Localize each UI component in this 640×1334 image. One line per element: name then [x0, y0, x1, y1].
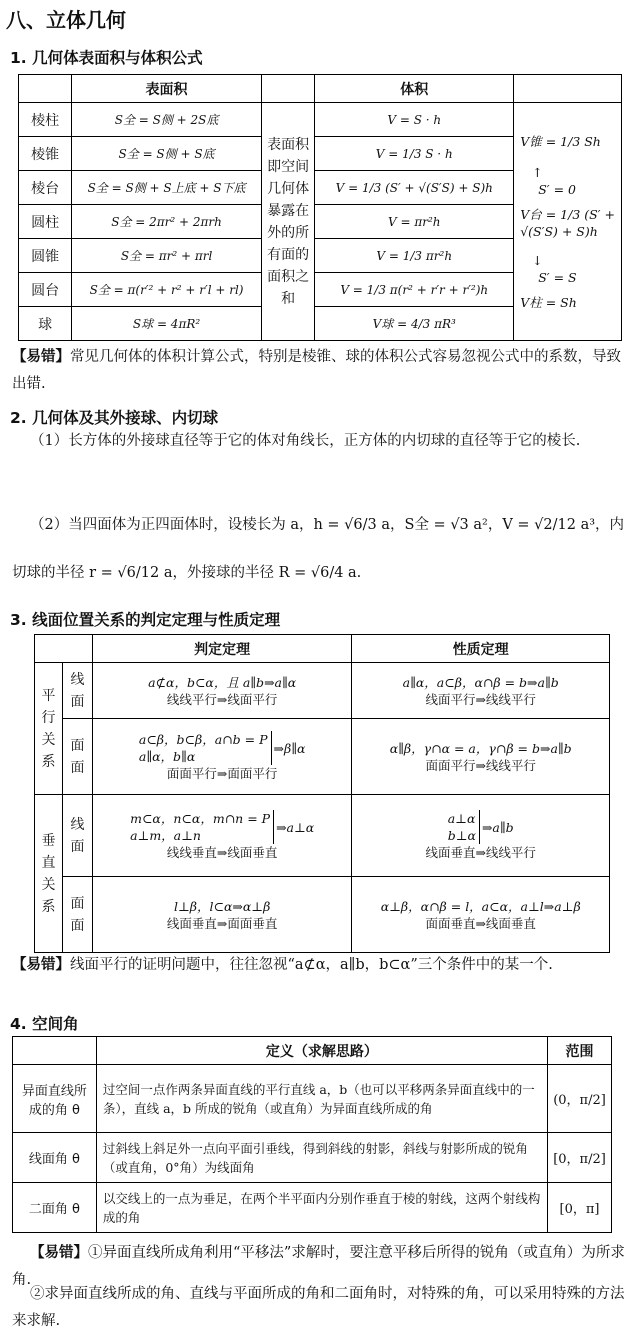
sub-line: 线面: [62, 663, 92, 719]
prop-line: b⊥α: [447, 828, 476, 843]
surface-formula: S全 = S侧 + S上底 + S下底: [72, 171, 262, 205]
sub-line: 线面: [62, 795, 92, 877]
row-name: 棱柱: [19, 103, 72, 137]
judge-line: 线线垂直⇒线面垂直: [166, 845, 278, 860]
theorem-table: [34, 634, 610, 953]
side-note: [514, 103, 622, 341]
header-empty: [13, 1037, 97, 1065]
judge-line: a⊂β，b⊂β，a∩b = P: [138, 732, 268, 747]
surface-formula: S球 = 4πR²: [72, 307, 262, 341]
angle-name: 异面直线所成的角 θ: [13, 1065, 97, 1133]
tip-label: 【易错】: [30, 1245, 88, 1261]
row-name: 球: [19, 307, 72, 341]
judge-line: a⊄α，b⊂α，且 a∥b⇒a∥α: [148, 674, 297, 690]
section-1-heading: 1. 几何体表面积与体积公式: [10, 49, 203, 67]
header-volume: 体积: [315, 75, 514, 103]
side-line: V柱 = Sh: [520, 294, 577, 310]
volume-formula: V球 = 4/3 πR³: [315, 307, 514, 341]
tip-label: 【易错】: [12, 957, 70, 973]
prop-line: α⊥β，α∩β = l，a⊂α，a⊥l⇒a⊥β: [380, 898, 581, 914]
formula-table: [18, 74, 622, 341]
angle-range: [0，π]: [548, 1183, 612, 1233]
judge-line: a∥α，b∥α: [138, 749, 196, 764]
angle-range: [0，π/2]: [548, 1133, 612, 1183]
tip-label: 【易错】: [12, 349, 70, 365]
angle-def: 过斜线上斜足外一点向平面引垂线，得到斜线的射影，斜线与射影所成的锐角（或直角，0°角）为线面角: [96, 1133, 547, 1183]
section-2-p1: （1）长方体的外接球直径等于它的体对角线长，正方体的内切球的直径等于它的棱长.: [30, 433, 581, 449]
volume-formula: V = 1/3 S · h: [315, 137, 514, 171]
judge-line: 线面垂直⇒面面垂直: [166, 915, 278, 931]
prop-line: 面面平行⇒线线平行: [425, 757, 536, 773]
group-parallel: 平行关系: [35, 663, 63, 795]
prop-cell: [352, 663, 610, 719]
angle-name: 线面角 θ: [13, 1133, 97, 1183]
section-2-heading: 2. 几何体及其外接球、内切球: [10, 409, 219, 427]
angle-range: (0，π/2]: [548, 1065, 612, 1133]
angle-def: 以交线上的一点为垂足，在两个半平面内分别作垂直于棱的射线，这两个射线构成的角: [96, 1183, 547, 1233]
judge-result: ⇒a⊥α: [276, 819, 315, 835]
row-name: 棱锥: [19, 137, 72, 171]
header-range: 范围: [548, 1037, 612, 1065]
tip-text: 常见几何体的体积计算公式，特别是棱锥、球的体积公式容易忽视公式中的系数，导致出错.: [12, 349, 621, 392]
side-line: √(S′S) + S)h: [520, 223, 598, 239]
volume-formula: V = S · h: [315, 103, 514, 137]
volume-formula: V = 1/3 π(r² + r′r + r′²)h: [315, 273, 514, 307]
judge-cell: [92, 663, 351, 719]
section-4-heading: 4. 空间角: [10, 1015, 79, 1033]
judge-cell: [92, 795, 351, 877]
surface-formula: S全 = π(r′² + r² + r′l + rl): [72, 273, 262, 307]
tip-1: [12, 344, 630, 398]
judge-line: 线线平行⇒线面平行: [166, 691, 278, 707]
header-surface: 表面积: [72, 75, 262, 103]
arrow-up-icon: ↑: [532, 164, 543, 180]
header-prop: 性质定理: [352, 635, 610, 663]
volume-formula: V = πr²h: [315, 205, 514, 239]
row-name: 圆柱: [19, 205, 72, 239]
row-name: 圆锥: [19, 239, 72, 273]
judge-line: m⊂α，n⊂α，m∩n = P: [130, 811, 271, 826]
prop-line: 线面垂直⇒线线平行: [425, 845, 536, 860]
prop-line: α∥β，γ∩α = a，γ∩β = b⇒a∥b: [389, 740, 572, 756]
judge-line: a⊥m，a⊥n: [130, 828, 201, 843]
tip-text: ①异面直线所成角利用“平移法”求解时，要注意平移后所得的锐角（或直角）为所求角.: [12, 1245, 625, 1288]
prop-cell: [352, 719, 610, 795]
prop-line: 线面平行⇒线线平行: [425, 691, 536, 707]
tip-4b: ②求异面直线所成的角、直线与平面所成的角和二面角时，对特殊的角，可以采用特殊的方法来求解.: [12, 1286, 625, 1329]
header-empty: [19, 75, 72, 103]
tip-3: [12, 952, 630, 979]
prop-cell: [352, 795, 610, 877]
prop-line: 面面垂直⇒线面垂直: [425, 915, 536, 931]
surface-formula: S全 = S侧 + S底: [72, 137, 262, 171]
row-name: 圆台: [19, 273, 72, 307]
header-empty-mid: [261, 75, 314, 103]
surface-formula: S全 = πr² + πrl: [72, 239, 262, 273]
side-line: V锥 = 1/3 Sh: [520, 133, 601, 149]
angle-name: 二面角 θ: [13, 1183, 97, 1233]
side-line: S′ = S: [538, 269, 577, 285]
header-judge: 判定定理: [92, 635, 351, 663]
prop-line: a∥α，a⊂β，α∩β = b⇒a∥b: [402, 674, 559, 690]
judge-cell: [92, 719, 351, 795]
section-2-p2b: 切球的半径 r = √6/12 a，外接球的半径 R = √6/4 a.: [12, 565, 362, 581]
judge-result: ⇒β∥α: [273, 740, 306, 756]
header-empty: [35, 635, 93, 663]
side-line: V台 = 1/3 (S′ +: [520, 206, 615, 222]
section-3-heading: 3. 线面位置关系的判定定理与性质定理: [10, 611, 281, 629]
judge-cell: [92, 877, 351, 953]
surface-formula: S全 = S侧 + 2S底: [72, 103, 262, 137]
header-empty-side: [514, 75, 622, 103]
page-title: 八、立体几何: [6, 8, 126, 32]
sub-plane: 面面: [62, 877, 92, 953]
judge-line: l⊥β，l⊂α⇒α⊥β: [174, 898, 271, 914]
angle-table: [12, 1036, 612, 1233]
judge-line: 面面平行⇒面面平行: [166, 766, 278, 781]
sub-plane: 面面: [62, 719, 92, 795]
prop-cell: [352, 877, 610, 953]
tip-text: 线面平行的证明问题中，往往忽视“a⊄α，a∥b，b⊂α”三个条件中的某一个.: [70, 957, 553, 973]
angle-def: 过空间一点作两条异面直线的平行直线 a，b（也可以平移两条异面直线中的一条），直线 a，b 所成的锐角（或直角）为异面直线所成的角: [96, 1065, 547, 1133]
volume-formula: V = 1/3 (S′ + √(S′S) + S)h: [315, 171, 514, 205]
row-name: 棱台: [19, 171, 72, 205]
side-line: S′ = 0: [538, 181, 576, 197]
prop-result: ⇒a∥b: [481, 819, 514, 835]
header-def: 定义（求解思路）: [96, 1037, 547, 1065]
group-perpendicular: 垂直关系: [35, 795, 63, 953]
section-2-p2a: （2）当四面体为正四面体时，设棱长为 a，h = √6/3 a，S全 = √3 a²，V = √2/12 a³，内: [30, 517, 625, 533]
prop-line: a⊥α: [447, 811, 476, 826]
middle-note: 表面积即空间几何体暴露在外的所有面的面积之和: [261, 103, 314, 341]
surface-formula: S全 = 2πr² + 2πrh: [72, 205, 262, 239]
volume-formula: V = 1/3 πr²h: [315, 239, 514, 273]
arrow-down-icon: ↓: [532, 252, 543, 268]
